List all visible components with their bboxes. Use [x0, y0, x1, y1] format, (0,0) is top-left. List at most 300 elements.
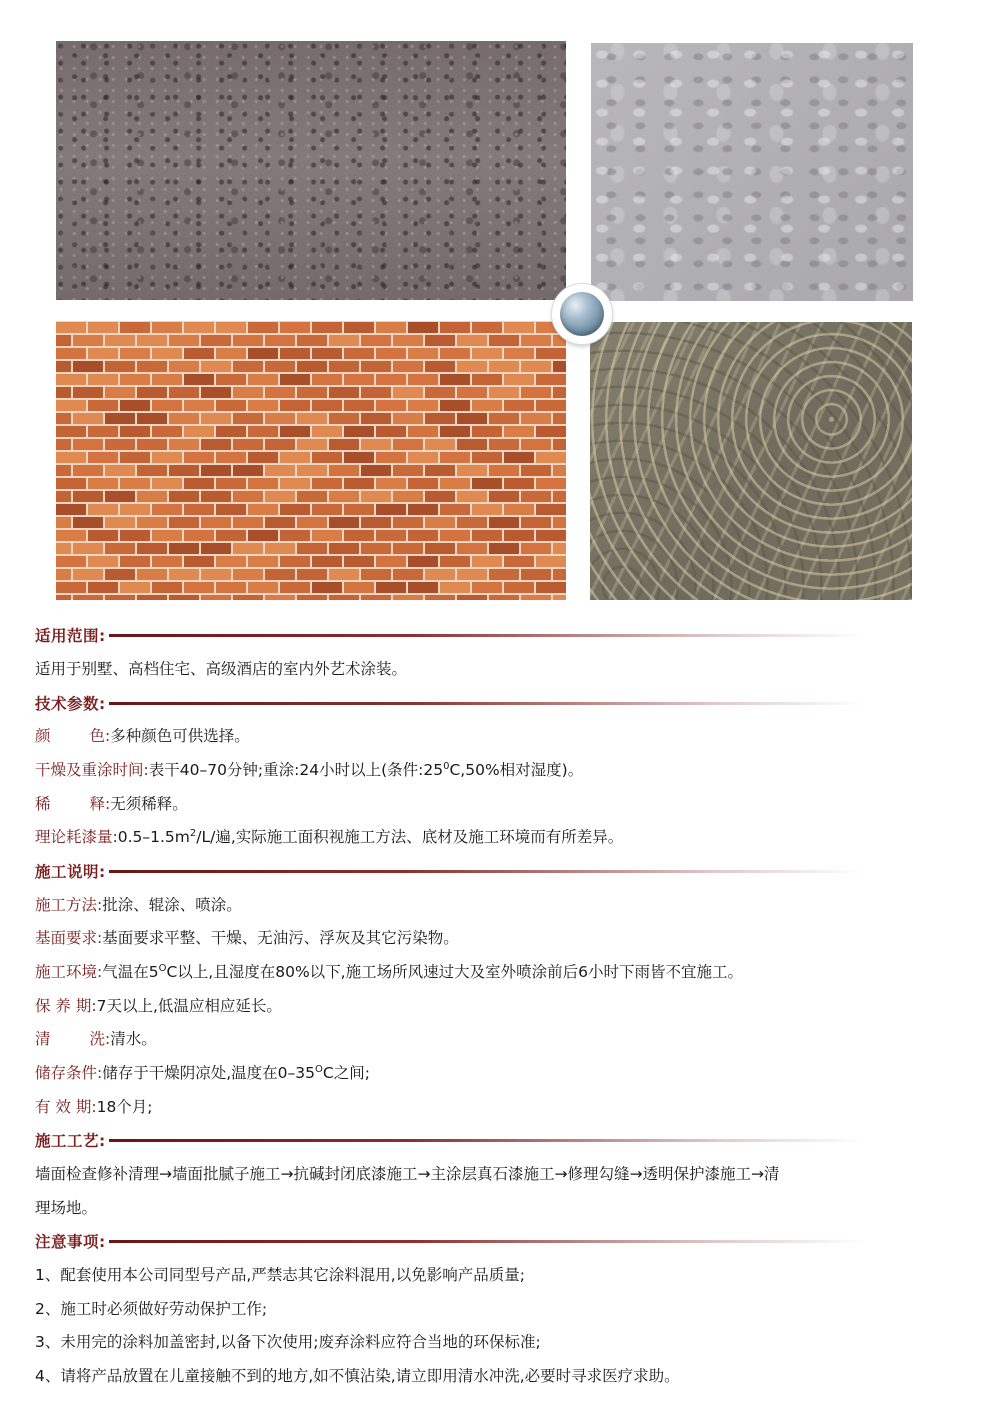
brick	[393, 335, 423, 346]
brick	[393, 387, 423, 398]
brick	[553, 361, 566, 372]
brick	[297, 543, 327, 554]
brick	[265, 439, 295, 450]
brick	[393, 361, 423, 372]
row-label: 颜 色:	[35, 727, 111, 745]
brick	[521, 413, 551, 424]
brick	[344, 504, 374, 515]
brick	[408, 322, 438, 333]
brick	[361, 361, 391, 372]
brick	[536, 426, 566, 437]
brick	[361, 465, 391, 476]
brick	[120, 426, 150, 437]
brick	[105, 439, 135, 450]
brick	[361, 413, 391, 424]
section-divider	[109, 634, 865, 637]
brick	[56, 517, 71, 528]
brick	[536, 504, 566, 515]
brick	[312, 374, 342, 385]
process-text-line-1: 墙面检查修补清理→墙面批腻子施工→抗碱封闭底漆施工→主涂层真石漆施工→修理勾缝→透明保护漆施工→清	[35, 1165, 780, 1183]
brick	[472, 478, 502, 489]
brick	[425, 335, 455, 346]
note-item: 1、配套使用本公司同型号产品,严禁志其它涂料混用,以免影响产品质量;	[35, 1266, 525, 1284]
brick	[329, 439, 359, 450]
brick	[184, 530, 214, 541]
brick	[88, 582, 118, 593]
brick	[393, 517, 423, 528]
brick	[329, 569, 359, 580]
brick	[56, 322, 86, 333]
brick	[169, 439, 199, 450]
brick	[233, 569, 263, 580]
row-value: 表干40–70分钟;重涂:24小时以上(条件$:25^0C,50\%$相对湿度)。	[148, 761, 584, 779]
brick	[216, 322, 246, 333]
brick	[440, 322, 470, 333]
brick	[137, 517, 167, 528]
row-label: 储存条件:	[35, 1064, 103, 1082]
brick	[280, 322, 310, 333]
brick	[504, 374, 534, 385]
row-label: 稀 释:	[35, 795, 111, 813]
brick	[248, 348, 278, 359]
brick	[152, 374, 182, 385]
brick	[521, 517, 551, 528]
brick	[457, 413, 487, 424]
brick	[329, 595, 359, 600]
brick	[425, 413, 455, 424]
brick	[425, 569, 455, 580]
tech-drying-row	[35, 760, 583, 780]
brick	[329, 413, 359, 424]
section-title: 注意事项:	[35, 1233, 106, 1251]
brick	[184, 504, 214, 515]
section-title: 施工说明:	[35, 863, 106, 881]
brick	[457, 517, 487, 528]
brick	[201, 543, 231, 554]
brick	[472, 556, 502, 567]
brick	[472, 400, 502, 411]
construction-validity-row	[35, 1097, 153, 1117]
brick	[408, 530, 438, 541]
brick	[216, 374, 246, 385]
brick	[425, 491, 455, 502]
brick	[344, 452, 374, 463]
brick	[297, 413, 327, 424]
brick	[361, 335, 391, 346]
section-divider	[109, 870, 865, 873]
brick	[489, 595, 519, 600]
brick	[56, 582, 86, 593]
brick	[393, 491, 423, 502]
brick	[344, 426, 374, 437]
brick	[216, 348, 246, 359]
brick	[248, 400, 278, 411]
brick	[233, 465, 263, 476]
brick	[344, 582, 374, 593]
process-text-line-2: 理场地。	[35, 1199, 98, 1217]
brick	[73, 387, 103, 398]
row-label: 有 效 期:	[35, 1098, 97, 1116]
brick	[280, 556, 310, 567]
brick	[152, 452, 182, 463]
brick	[201, 335, 231, 346]
brick	[425, 465, 455, 476]
brick	[105, 335, 135, 346]
brick	[169, 517, 199, 528]
brick	[536, 478, 566, 489]
brick	[73, 569, 103, 580]
brick	[137, 569, 167, 580]
brick	[504, 556, 534, 567]
brick	[393, 543, 423, 554]
brick	[152, 530, 182, 541]
brick	[248, 426, 278, 437]
brick	[265, 595, 295, 600]
brick	[440, 504, 470, 515]
brick	[201, 517, 231, 528]
brick	[440, 530, 470, 541]
brick-pattern	[56, 321, 566, 600]
brick	[169, 569, 199, 580]
brick	[248, 556, 278, 567]
brick	[248, 478, 278, 489]
brick	[105, 465, 135, 476]
brick	[425, 439, 455, 450]
brick	[248, 452, 278, 463]
brick	[120, 530, 150, 541]
brick	[56, 413, 71, 424]
brick	[56, 595, 71, 600]
brick	[280, 374, 310, 385]
brick	[169, 465, 199, 476]
row-label: 保 养 期:	[35, 997, 97, 1015]
brick	[105, 595, 135, 600]
brick	[216, 478, 246, 489]
brick	[169, 335, 199, 346]
brick	[329, 517, 359, 528]
brick	[408, 374, 438, 385]
brick	[265, 387, 295, 398]
brick	[248, 322, 278, 333]
brick	[137, 465, 167, 476]
brick	[312, 400, 342, 411]
brick	[137, 439, 167, 450]
brick	[73, 361, 103, 372]
brick	[56, 569, 71, 580]
brick	[312, 452, 342, 463]
brick	[408, 504, 438, 515]
brick	[457, 595, 487, 600]
brick	[521, 543, 551, 554]
brick	[521, 439, 551, 450]
brick	[536, 530, 566, 541]
section-divider	[109, 1240, 865, 1243]
brick	[489, 569, 519, 580]
brick	[440, 374, 470, 385]
section-header-process	[35, 1130, 865, 1150]
brick	[393, 595, 423, 600]
brick	[297, 569, 327, 580]
brick	[344, 400, 374, 411]
brick	[233, 413, 263, 424]
brick	[489, 413, 519, 424]
section-header-construction	[35, 861, 865, 881]
note-item: 4、请将产品放置在儿童接触不到的地方,如不慎沾染,请立即用清水冲洗,必要时寻求医疗求助。	[35, 1367, 680, 1385]
brick	[489, 491, 519, 502]
brick	[137, 543, 167, 554]
tech-consumption-row	[35, 827, 623, 847]
brick	[297, 361, 327, 372]
brick	[376, 374, 406, 385]
brick	[216, 504, 246, 515]
brick	[457, 387, 487, 398]
brick	[201, 569, 231, 580]
brick	[504, 400, 534, 411]
brick	[408, 426, 438, 437]
brick	[233, 439, 263, 450]
brick	[553, 387, 566, 398]
brick	[152, 478, 182, 489]
brick	[312, 530, 342, 541]
brick	[521, 465, 551, 476]
brick	[504, 478, 534, 489]
brick	[344, 556, 374, 567]
construction-curing-row	[35, 996, 282, 1016]
trowel-texture-image	[590, 322, 912, 600]
brick	[56, 374, 86, 385]
section-title: 适用范围:	[35, 627, 106, 645]
brick	[73, 517, 103, 528]
brick	[297, 335, 327, 346]
brick	[457, 361, 487, 372]
brick	[56, 387, 71, 398]
brick	[312, 556, 342, 567]
brick	[408, 452, 438, 463]
brick	[408, 348, 438, 359]
brick	[472, 426, 502, 437]
row-value: 7天以上,低温应相应延长。	[96, 997, 282, 1015]
brick	[489, 439, 519, 450]
section-divider	[109, 1139, 865, 1142]
brick	[408, 582, 438, 593]
brick	[169, 413, 199, 424]
brick	[344, 348, 374, 359]
brick	[472, 322, 502, 333]
brick	[105, 361, 135, 372]
brick	[56, 348, 86, 359]
brick	[56, 504, 86, 515]
brick	[536, 556, 566, 567]
brick	[297, 595, 327, 600]
brick	[393, 413, 423, 424]
brick	[73, 335, 103, 346]
brick	[201, 413, 231, 424]
brick	[233, 335, 263, 346]
brick	[376, 504, 406, 515]
row-value: 无须稀释。	[110, 795, 188, 813]
brick	[504, 426, 534, 437]
tech-color-row	[35, 726, 250, 746]
brick	[56, 478, 86, 489]
brick	[440, 452, 470, 463]
brick	[425, 517, 455, 528]
brick	[88, 556, 118, 567]
brick	[137, 413, 167, 424]
brick	[120, 374, 150, 385]
brick	[120, 556, 150, 567]
brick	[457, 335, 487, 346]
brick	[521, 361, 551, 372]
brick	[248, 374, 278, 385]
brick	[521, 569, 551, 580]
brick	[56, 491, 71, 502]
brick	[152, 400, 182, 411]
brick	[408, 556, 438, 567]
brick	[137, 335, 167, 346]
brick	[265, 543, 295, 554]
brick	[472, 374, 502, 385]
section-header-scope	[35, 625, 865, 645]
brick	[201, 439, 231, 450]
brick	[521, 491, 551, 502]
brick	[120, 582, 150, 593]
brick	[152, 556, 182, 567]
brick	[105, 569, 135, 580]
brick	[265, 517, 295, 528]
brick	[105, 517, 135, 528]
row-value: 批涂、辊涂、喷涂。	[102, 896, 242, 914]
brick	[201, 465, 231, 476]
brick	[376, 322, 406, 333]
brick	[457, 491, 487, 502]
row-label: 理论耗漆量:	[35, 828, 118, 846]
brick	[376, 452, 406, 463]
brick	[184, 582, 214, 593]
row-label: 施工方法:	[35, 896, 103, 914]
stone-texture-image	[56, 41, 566, 300]
section-header-tech	[35, 693, 865, 713]
brick	[504, 348, 534, 359]
brick	[489, 335, 519, 346]
relief-texture-image	[591, 43, 913, 301]
brick	[201, 491, 231, 502]
brick	[425, 543, 455, 554]
brick	[56, 465, 71, 476]
brick	[280, 530, 310, 541]
brick	[233, 595, 263, 600]
brick	[425, 387, 455, 398]
brick	[376, 530, 406, 541]
brick	[297, 465, 327, 476]
brick	[248, 530, 278, 541]
brick	[73, 491, 103, 502]
brick	[73, 465, 103, 476]
brick	[105, 543, 135, 554]
row-value: $0.5-1.5m^2/L/$遍,实际施工面积视施工方法、底材及施工环境而有所差异。	[117, 828, 624, 846]
brick	[297, 491, 327, 502]
brick	[376, 400, 406, 411]
brick	[88, 400, 118, 411]
brick	[248, 504, 278, 515]
brick	[73, 543, 103, 554]
brick	[457, 569, 487, 580]
brick	[137, 595, 167, 600]
brick	[56, 400, 86, 411]
brick	[536, 348, 566, 359]
brick	[265, 465, 295, 476]
brick	[120, 322, 150, 333]
brick	[169, 361, 199, 372]
section-title: 技术参数:	[35, 695, 106, 713]
brick	[88, 348, 118, 359]
brick	[393, 465, 423, 476]
brick	[536, 374, 566, 385]
row-value: 18个月;	[96, 1098, 153, 1116]
brick	[88, 374, 118, 385]
brick	[344, 478, 374, 489]
note-item: 2、施工时必须做好劳动保护工作;	[35, 1300, 268, 1318]
brick	[312, 504, 342, 515]
brick	[376, 582, 406, 593]
brick	[553, 543, 566, 554]
brick	[201, 387, 231, 398]
brick	[408, 478, 438, 489]
row-value: 清水。	[110, 1030, 157, 1048]
row-label: 干燥及重涂时间:	[35, 761, 149, 779]
brick	[312, 426, 342, 437]
brick	[233, 543, 263, 554]
brick	[536, 400, 566, 411]
brick-texture-image	[56, 321, 566, 600]
brick	[425, 595, 455, 600]
brick	[312, 582, 342, 593]
brick	[553, 465, 566, 476]
brick	[312, 348, 342, 359]
brick	[280, 348, 310, 359]
brick	[344, 530, 374, 541]
brick	[184, 348, 214, 359]
brick	[489, 517, 519, 528]
brick	[504, 322, 534, 333]
brick	[489, 387, 519, 398]
brick	[88, 504, 118, 515]
scope-text: 适用于别墅、高档住宅、高级酒店的室内外艺术涂装。	[35, 660, 408, 678]
brick	[137, 361, 167, 372]
brick	[120, 348, 150, 359]
brick	[329, 543, 359, 554]
brick	[489, 361, 519, 372]
brick	[440, 478, 470, 489]
decorative-orb-icon	[552, 284, 612, 344]
brick	[216, 452, 246, 463]
brick	[184, 322, 214, 333]
brick	[553, 595, 566, 600]
brick	[152, 348, 182, 359]
brick	[457, 465, 487, 476]
brick	[329, 361, 359, 372]
brick	[152, 322, 182, 333]
row-label: 清 洗:	[35, 1030, 111, 1048]
brick	[88, 322, 118, 333]
brick	[169, 543, 199, 554]
brick	[216, 530, 246, 541]
brick	[280, 478, 310, 489]
construction-base-row	[35, 928, 459, 948]
brick	[440, 556, 470, 567]
brick	[56, 452, 86, 463]
brick	[73, 439, 103, 450]
brick	[297, 439, 327, 450]
